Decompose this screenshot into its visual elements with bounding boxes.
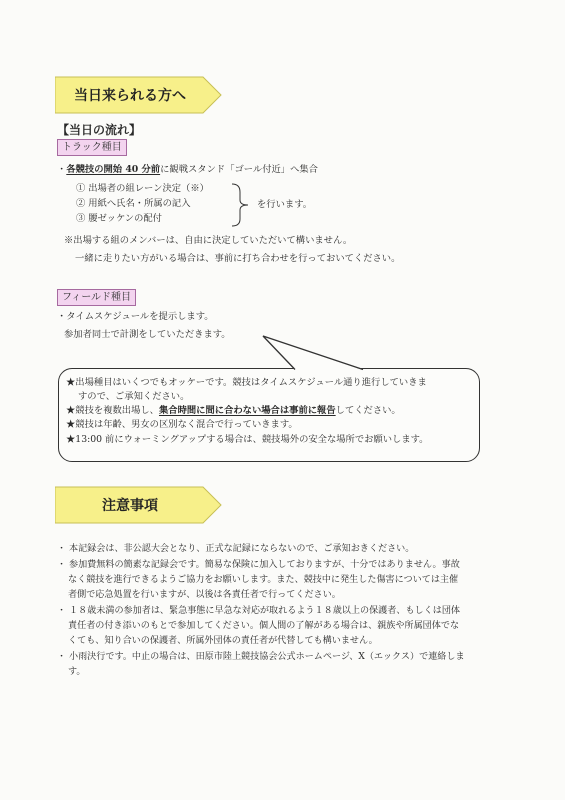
bubble-line-1: ★出場種目はいくつでもオッケーです。競技はタイムスケジュール通り進行していきま [66,377,427,388]
bubble-pointer [255,334,365,372]
track-item-3: ③ 腰ゼッケンの配付 [76,213,162,224]
note-line: ・ １８歳未満の参加者は、緊急事態に早急な対応が取れるよう１８歳以上の保護者、もしくは団体 [57,606,461,616]
brace-mark [230,182,252,228]
flow-heading: 【当日の流れ】 [57,123,142,137]
note-line: ・ 小雨決行です。中止の場合は、田原市陸上競技協会公式ホームページ、X（エックス）で連絡しま [57,652,465,662]
note-line: くても、知り合いの保護者、所属外団体の責任者が代替しても構いません。 [68,636,378,646]
note-line: す。 [68,667,86,677]
note-line: 者側で応急処置を行いますが、以後は各責任者で行ってください。 [68,590,341,600]
bubble-line-2: すので、ご承知ください。 [78,391,190,402]
note-line: ・ 参加費無料の簡素な記録会です。簡易な保険に加入しておりますが、十分ではありません。事故 [57,560,460,570]
field-events-tag: フィールド種目 [57,289,136,306]
track-assembly-line: ・各競技の開始 40 分前に観戦スタンド「ゴール付近」へ集合 [57,164,318,175]
banner-title: 注意事項 [102,498,158,514]
track-note-1: ※出場する組のメンバーは、自由に決定していただいて構いません。 [64,235,353,246]
banner-title: 当日来られる方へ [74,88,186,104]
field-line-1: ・タイムスケジュールを提示します。 [57,311,214,322]
bubble-line-5: ★13:00 前にウォーミングアップする場合は、競技場外の安全な場所でお願いします。 [66,434,429,445]
bubble-line-3: ★競技を複数出場し、集合時間に間に合わない場合は事前に報告してください。 [66,405,401,416]
track-events-tag: トラック種目 [57,139,127,156]
section-banner-attendees [55,75,223,115]
note-line: なく競技を進行できるようご協力をお願いします。また、競技中に発生した傷害については主催 [68,575,459,585]
track-item-2: ② 用紙へ氏名・所属の記入 [76,198,191,209]
note-line: 責任者の付き添いのもとで参加してください。個人間の了解がある場合は、親族や所属団体でな [68,621,460,631]
track-note-2: 一緒に走りたい方がいる場合は、事前に打ち合わせを行っておいてください。 [75,253,401,264]
note-line: ・ 本記録会は、非公認大会となり、正式な記録にならないので、ご承知おきください。 [57,544,415,554]
track-items-tail: を行います。 [257,199,313,210]
field-line-2: 参加者同士で計測をしていただきます。 [64,329,231,340]
section-banner-notes [55,485,223,525]
bubble-line-4: ★競技は年齢、男女の区別なく混合で行っていきます。 [66,419,298,430]
track-item-1: ① 出場者の組レーン決定（※） [76,183,209,194]
